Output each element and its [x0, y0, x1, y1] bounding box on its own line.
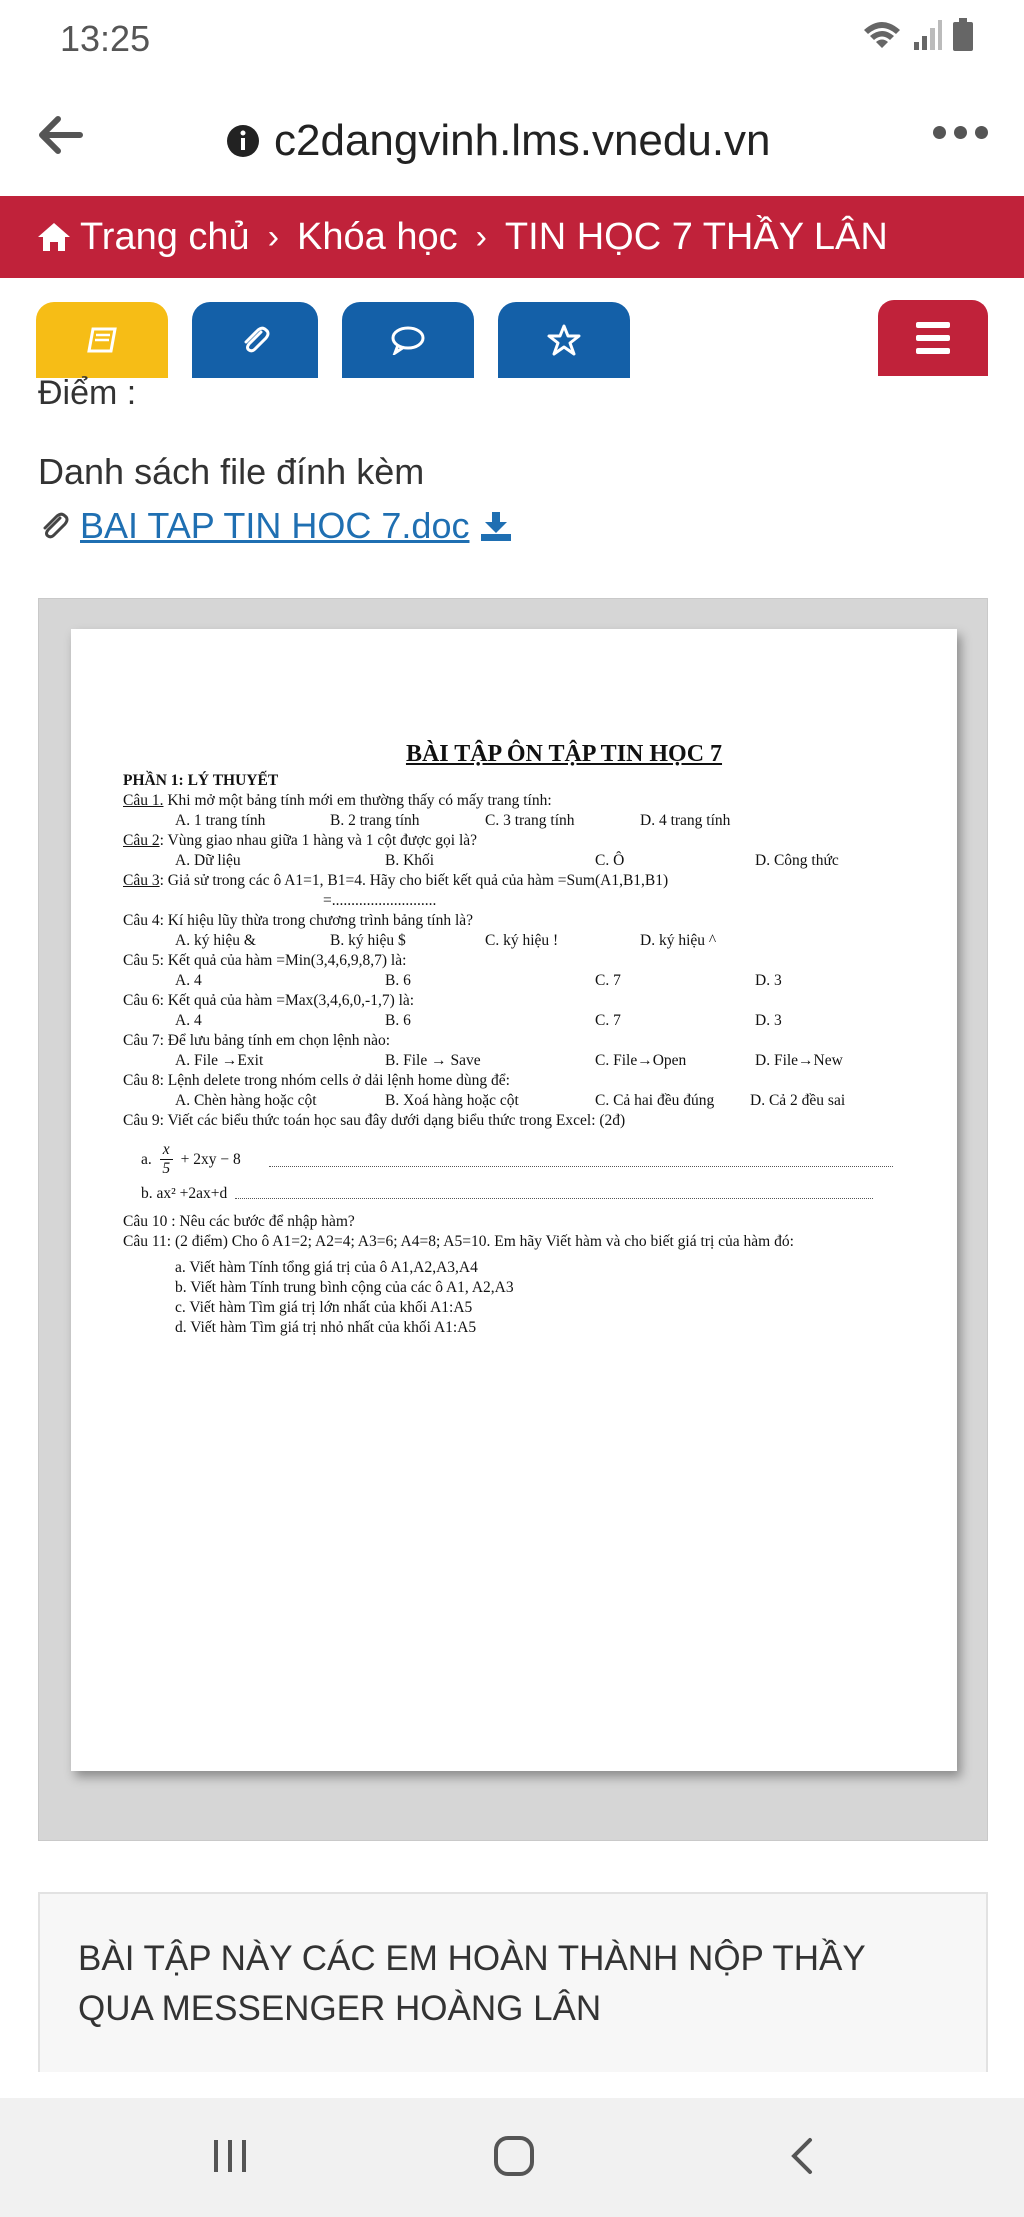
doc-options: A. Chèn hàng hoặc cột B. Xoá hàng hoặc cột C. Cả hai đều đúng D. Cả 2 đều sai	[175, 1092, 846, 1109]
more-menu-icon[interactable]	[933, 126, 988, 139]
home-icon[interactable]	[36, 221, 72, 253]
address-bar[interactable]	[226, 116, 771, 166]
doc-list-item: d. Viết hàm Tìm giá trị nhỏ nhất của khối A1:A5	[175, 1319, 477, 1336]
attachments-title: Danh sách file đính kèm	[38, 451, 425, 492]
doc-question: Câu 3: Giả sử trong các ô A1=1, B1=4. Hãy cho biết kết quả của hàm =Sum(A1,B1,B1)	[123, 872, 669, 889]
doc-question: Câu 9: Viết các biểu thức toán học sau đây dưới dạng biểu thức trong Excel: (2đ)	[123, 1112, 626, 1129]
paperclip-icon	[239, 324, 271, 356]
doc-list-item: c. Viết hàm Tìm giá trị lớn nhất của khối A1:A5	[175, 1299, 473, 1316]
doc-options: A. ký hiệu & B. ký hiệu $ C. ký hiệu ! D. ký hiệu ^	[175, 932, 717, 949]
doc-list-item: b. Viết hàm Tính trung bình cộng của các ô A1, A2,A3	[175, 1279, 514, 1296]
info-icon[interactable]	[226, 124, 260, 158]
doc-part1: PHẦN 1: LÝ THUYẾT	[123, 772, 279, 789]
document-preview[interactable]	[38, 598, 988, 1841]
doc-question: Câu 11: (2 điểm) Cho ô A1=2; A2=4; A3=6; A4=8; A5=10. Em hãy Viết hàm và cho biết giá trị của hàm đó:	[123, 1233, 794, 1250]
comment-icon	[390, 325, 426, 355]
doc-options: A. 4 B. 6 C. 7 D. 3	[175, 1012, 782, 1029]
doc-question: Câu 1. Khi mở một bảng tính mới em thường thấy có mấy trang tính:	[123, 792, 552, 809]
breadcrumb-separator: ›	[475, 217, 487, 256]
tab-star[interactable]	[498, 302, 630, 378]
document-page	[71, 629, 957, 1771]
paperclip-icon	[38, 510, 70, 542]
url-text[interactable]: c2dangvinh.lms.vnedu.vn	[274, 116, 771, 165]
course-tabs	[0, 278, 1024, 378]
back-arrow-icon[interactable]	[36, 110, 86, 160]
assignment-note: BÀI TẬP NÀY CÁC EM HOÀN THÀNH NỘP THẦY QUA MESSENGER HOÀNG LÂN	[38, 1892, 988, 2072]
doc-question: Câu 2: Vùng giao nhau giữa 1 hàng và 1 cột được gọi là?	[123, 832, 478, 849]
doc-formula-a: a. x 5 + 2xy − 8	[141, 1141, 923, 1178]
download-icon[interactable]	[479, 510, 513, 542]
doc-question: Câu 7: Để lưu bảng tính em chọn lệnh nào:	[123, 1032, 391, 1049]
attachment-link[interactable]: BAI TAP TIN HOC 7.doc	[80, 505, 470, 546]
battery-icon	[952, 18, 974, 52]
doc-title: BÀI TẬP ÔN TẬP TIN HỌC 7	[405, 741, 723, 767]
doc-options: A. File →Exit B. File → Save C. File→Open D. File→New	[175, 1052, 843, 1069]
home-button-icon[interactable]	[484, 2126, 544, 2186]
breadcrumb-course[interactable]: Khóa học	[297, 215, 458, 258]
doc-question: Câu 8: Lệnh delete trong nhóm cells ở dải lệnh home dùng để:	[123, 1072, 510, 1089]
score-label: Điểm :	[38, 374, 137, 412]
status-bar	[0, 0, 1024, 80]
system-nav-bar	[0, 2098, 1024, 2217]
doc-body	[123, 771, 923, 1338]
status-icons	[862, 18, 974, 52]
browser-toolbar	[0, 80, 1024, 196]
tab-attachment[interactable]	[192, 302, 318, 378]
doc-question: Câu 5: Kết quả của hàm =Min(3,4,6,9,8,7) là:	[123, 952, 407, 969]
tab-comment[interactable]	[342, 302, 474, 378]
back-nav-icon[interactable]	[772, 2126, 832, 2186]
signal-icon	[912, 18, 942, 52]
assignment-content	[38, 374, 988, 547]
doc-options: A. 1 trang tính B. 2 trang tính C. 3 trang tính D. 4 trang tính	[175, 812, 731, 829]
doc-options: A. Dữ liệu B. Khối C. Ô D. Công thức	[175, 852, 839, 869]
attachment-row	[38, 505, 988, 547]
status-time: 13:25	[60, 18, 151, 59]
breadcrumb	[0, 196, 1024, 278]
doc-options: A. 4 B. 6 C. 7 D. 3	[175, 972, 782, 989]
breadcrumb-separator: ›	[267, 217, 280, 256]
wifi-icon	[862, 18, 902, 52]
star-icon	[547, 324, 581, 356]
doc-formula-b: b. ax² +2ax+d	[123, 1184, 923, 1204]
doc-question: Câu 4: Kí hiệu lũy thừa trong chương trình bảng tính là?	[123, 912, 474, 929]
doc-question: Câu 6: Kết quả của hàm =Max(3,4,6,0,-1,7) là:	[123, 992, 415, 1009]
doc-list-item: a. Viết hàm Tính tổng giá trị của ô A1,A2,A3,A4	[175, 1259, 478, 1276]
breadcrumb-home[interactable]: Trang chủ	[80, 215, 250, 258]
book-icon	[85, 325, 119, 355]
hamburger-menu-icon[interactable]	[878, 300, 988, 376]
doc-blank: =...........................	[323, 892, 437, 909]
tab-book[interactable]	[36, 302, 168, 378]
breadcrumb-current[interactable]: TIN HỌC 7 THẦY LÂN	[504, 215, 888, 258]
doc-question: Câu 10 : Nêu các bước để nhập hàm?	[123, 1213, 355, 1230]
recent-apps-icon[interactable]	[200, 2126, 260, 2186]
